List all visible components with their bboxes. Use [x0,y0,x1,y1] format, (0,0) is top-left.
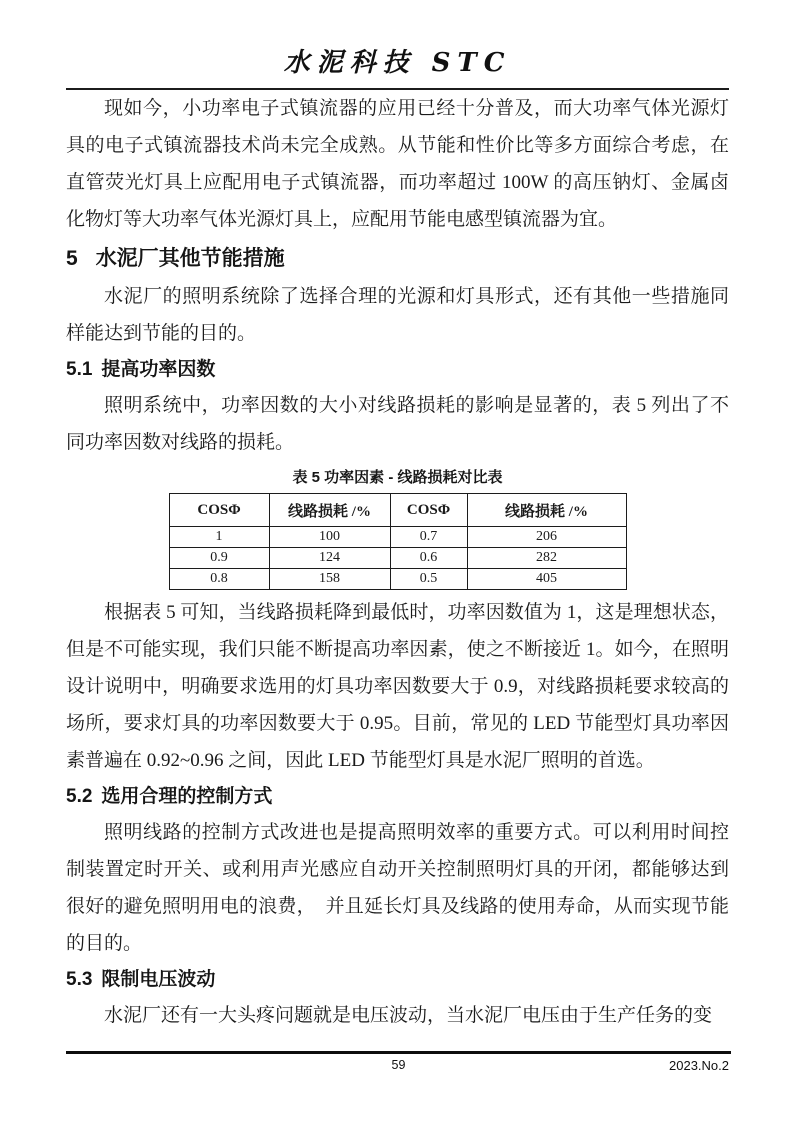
table-cell: 206 [467,527,626,548]
section-5-1-heading [66,357,729,383]
section-5-3-heading [66,967,729,993]
section-5-3-paragraph: 水泥厂还有一大头疼问题就是电压波动，当水泥厂电压由于生产任务的变 [104,1005,713,1026]
article-body [66,90,729,1034]
section-5-3-number: 5.3 [66,969,93,990]
section-5-1-title: 提高功率因数 [101,359,216,380]
issue-label: 2023.No.2 [669,1058,729,1073]
table-header-cell: COSΦ [390,494,467,527]
section-5-title: 水泥厂其他节能措施 [95,247,285,270]
section-5-paragraph: 水泥厂的照明系统除了选择合理的光源和灯具形式，还有其他一些措施同样能达到节能的目的。 [66,286,729,344]
section-5-2-number: 5.2 [66,786,93,807]
table-cell: 0.8 [169,569,269,590]
table-cell: 405 [467,569,626,590]
table-header-row [169,494,626,527]
table-header-cell: 线路损耗 /% [269,494,390,527]
section-5-3-title: 限制电压波动 [101,969,216,990]
table-header-cell: COSΦ [169,494,269,527]
section-5-heading [66,245,729,273]
table-cell: 0.5 [390,569,467,590]
section-5-1-number: 5.1 [66,359,93,380]
page-footer [66,1051,731,1075]
table-cell: 282 [467,548,626,569]
table-cell: 1 [169,527,269,548]
section-5-number: 5 [66,247,78,270]
section-5-1-paragraph-1: 照明系统中，功率因数的大小对线路损耗的影响是显著的，表 5 列出了不同功率因数对线路的损耗。 [66,395,729,453]
section-5-2-paragraph: 照明线路的控制方式改进也是提高照明效率的重要方式。可以利用时间控制装置定时开关、或利用声光感应自动开关控制照明灯具的开闭，都能够达到很好的避免照明用电的浪费， 并且延长灯具及线路的使用寿命，从而实现节能的目的。 [66,822,729,954]
section-5-2-heading [66,784,729,810]
intro-paragraph: 现如今，小功率电子式镇流器的应用已经十分普及，而大功率气体光源灯具的电子式镇流器技术尚未完全成熟。从节能和性价比等多方面综合考虑，在直管荧光灯具上应配用电子式镇流器，而功率超过 100W 的高压钠灯、金属卤化物灯等大功率气体光源灯具上，应配用节能电感型镇流器为宜。 [66,98,729,230]
table-row [169,569,626,590]
power-factor-table [169,493,627,590]
table-cell: 100 [269,527,390,548]
journal-title: 水泥科技 STC [283,48,512,78]
table-row [169,527,626,548]
table-cell: 0.7 [390,527,467,548]
section-5-2-title: 选用合理的控制方式 [101,786,273,807]
table-cell: 158 [269,569,390,590]
section-5-1-paragraph-2: 根据表 5 可知，当线路损耗降到最低时，功率因数值为 1，这是理想状态，但是不可能实现，我们只能不断提高功率因素，使之不断接近 1。如今，在照明设计说明中，明确要求选用的灯具功率因数要大于 0.9，对线路损耗要求较高的场所，要求灯具的功率因数要大于 0.95。目前，常见的 LED 节能型灯具功率因素普遍在 0.92~0.96 之间，因此 LED 节能型灯具是水泥厂照明的首选。 [66,602,729,771]
table-cell: 124 [269,548,390,569]
table-header-cell: 线路损耗 /% [467,494,626,527]
table-cell: 0.9 [169,548,269,569]
table-5-caption: 表 5 功率因素 - 线路损耗对比表 [292,469,503,486]
table-cell: 0.6 [390,548,467,569]
page-header [66,0,729,90]
table-row [169,548,626,569]
page-number: 59 [391,1058,406,1072]
